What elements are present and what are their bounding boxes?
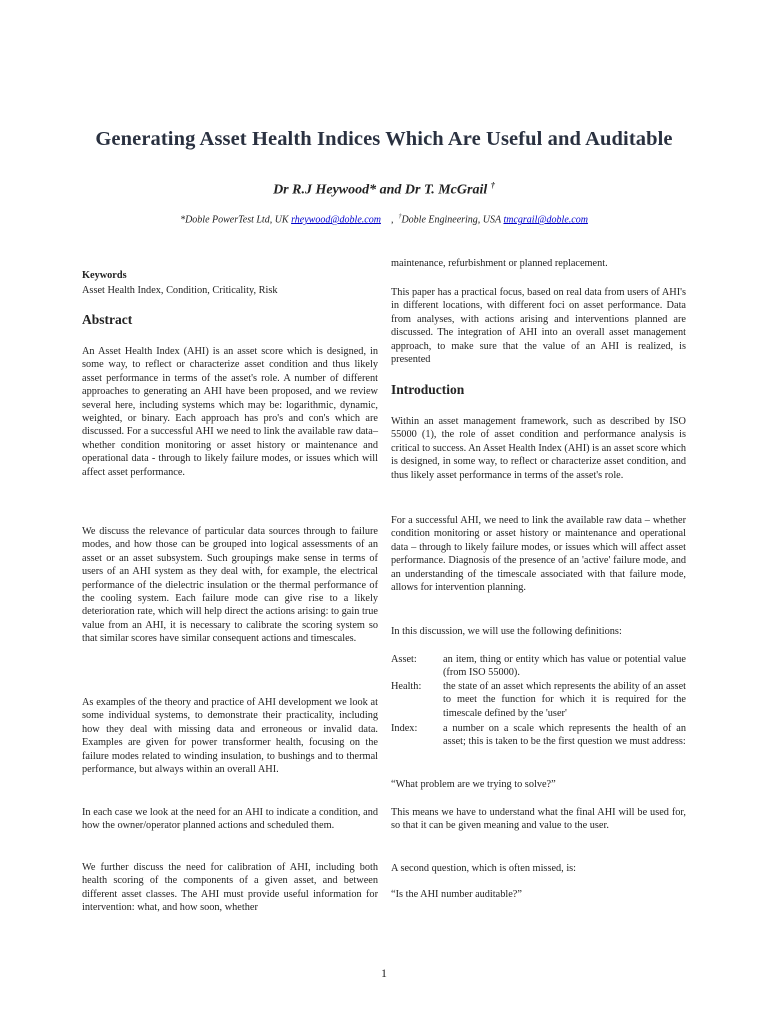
abstract-heading: Abstract — [82, 312, 133, 327]
abstract-paragraph-6: This paper has a practical focus, based on real data from users of AHI's in different locations, with different foci on asset performance. Data from analyses, with actions arising and interventions planned are discussed. The integration of AHI into an overall asset management approach, to make sure that the value of an AHI is realized, is presented — [391, 287, 686, 366]
affiliation-1: *Doble PowerTest Ltd, UK — [180, 214, 292, 226]
intro-paragraph-2: For a successful AHI, we need to link the available raw data – whether condition monitoring or asset history or maintenance and operational data – through to likely failure modes, or issues which will affect asset performance. Diagnosis of the presence of an 'active' failure mode, and an understanding of the timescale associated with that failure mode, allows for intervention planning. — [391, 515, 686, 594]
paper-title: Generating Asset Health Indices Which Are Useful and Auditable — [95, 128, 673, 150]
definition-desc: an item, thing or entity which has value or potential value (from ISO 55000). — [443, 654, 686, 679]
keywords-heading: Keywords — [82, 270, 127, 281]
author-mark: † — [490, 181, 495, 190]
abstract-paragraph-1: An Asset Health Index (AHI) is an asset score which is designed, in some way, to reflect or characterize asset condition and thus likely asset performance in terms of the asset's role. A number of different approaches to generating an AHI have been proposed, and we review several here, including systems which may be: logarithmic, dynamic, weighted, or binary. Each approach has pro's and con's which are discussed. For a successful AHI we need to link the available raw data– whether condition monitoring or asset history or maintenance and operational data - through to likely failure modes, or issues which will affect asset performance. — [82, 346, 378, 478]
definition-term: Health: — [391, 681, 422, 692]
author-names: Dr R.J Heywood* and Dr T. McGrail — [273, 182, 488, 198]
affiliation-mark: † — [398, 214, 402, 220]
abstract-paragraph-5: We further discuss the need for calibration of AHI, including both health scoring of the components of a given asset, and between different asset classes. The AHI must provide useful information for intervention: what, and how soon, whether — [82, 862, 378, 914]
definition-term: Asset: — [391, 654, 417, 665]
definition-health — [391, 680, 686, 720]
definition-desc: a number on a scale which represents the health of an asset; this is taken to be the first question we must address: — [443, 723, 686, 748]
affiliation-separator: , — [380, 214, 399, 226]
intro-paragraph-1: Within an asset management framework, such as described by ISO 55000 (1), the role of asset condition and performance analysis is critical to success. An Asset Health Index (AHI) is an asset score which is designed, in some way, to reflect or characterize asset condition, and thus likely asset performance in terms of the asset's role. — [391, 416, 686, 481]
abstract-continued: maintenance, refurbishment or planned replacement. — [391, 258, 608, 269]
email-link-heywood[interactable]: rheywood@doble.com — [291, 214, 381, 226]
definition-index — [391, 722, 686, 749]
keywords-text: Asset Health Index, Condition, Criticality, Risk — [82, 285, 278, 296]
definition-desc: the state of an asset which represents the ability of an asset to meet the function for which it is required for the timescale defined by the 'user' — [443, 681, 686, 719]
question-2: “Is the AHI number auditable?” — [391, 889, 522, 900]
affiliations — [0, 214, 768, 225]
page-number: 1 — [381, 966, 387, 980]
intro-paragraph-4: This means we have to understand what the final AHI will be used for, so that it can be given meaning and value to the user. — [391, 807, 686, 832]
definition-term: Index: — [391, 723, 418, 734]
intro-paragraph-3: In this discussion, we will use the following definitions: — [391, 626, 622, 637]
abstract-paragraph-3: As examples of the theory and practice of AHI development we look at some individual systems, to demonstrate their practicality, including how they deal with missing data and erroneous or invalid data. Examples are given for power transformer health, focusing on the failure modes related to winding insulation, to bushings and to thermal performance, but always within an overall AHI. — [82, 697, 378, 776]
email-link-mcgrail[interactable]: tmcgrail@doble.com — [503, 214, 588, 226]
authors — [0, 181, 768, 199]
introduction-heading: Introduction — [391, 382, 465, 397]
abstract-paragraph-4: In each case we look at the need for an AHI to indicate a condition, and how the owner/operator planned actions and scheduled them. — [82, 807, 378, 832]
affiliation-2: Doble Engineering, USA — [401, 214, 504, 226]
abstract-paragraph-2: We discuss the relevance of particular data sources through to failure modes, and how those can be grouped into logical assessments of an asset or an asset subsystem. Such groupings make sense in terms of users of an AHI system as they deal with, for example, the electrical performance of the dielectric insulation or the thermal performance of the cooling system. Each failure mode can give rise to a likely deterioration rate, which will help direct the actions arising: to gain true value from an AHI, it is necessary to calibrate the scoring system so that similar scores have similar consequent actions and timescales. — [82, 526, 378, 645]
definition-asset — [391, 653, 686, 680]
intro-paragraph-5: A second question, which is often missed, is: — [391, 863, 577, 874]
question-1: “What problem are we trying to solve?” — [391, 779, 556, 790]
